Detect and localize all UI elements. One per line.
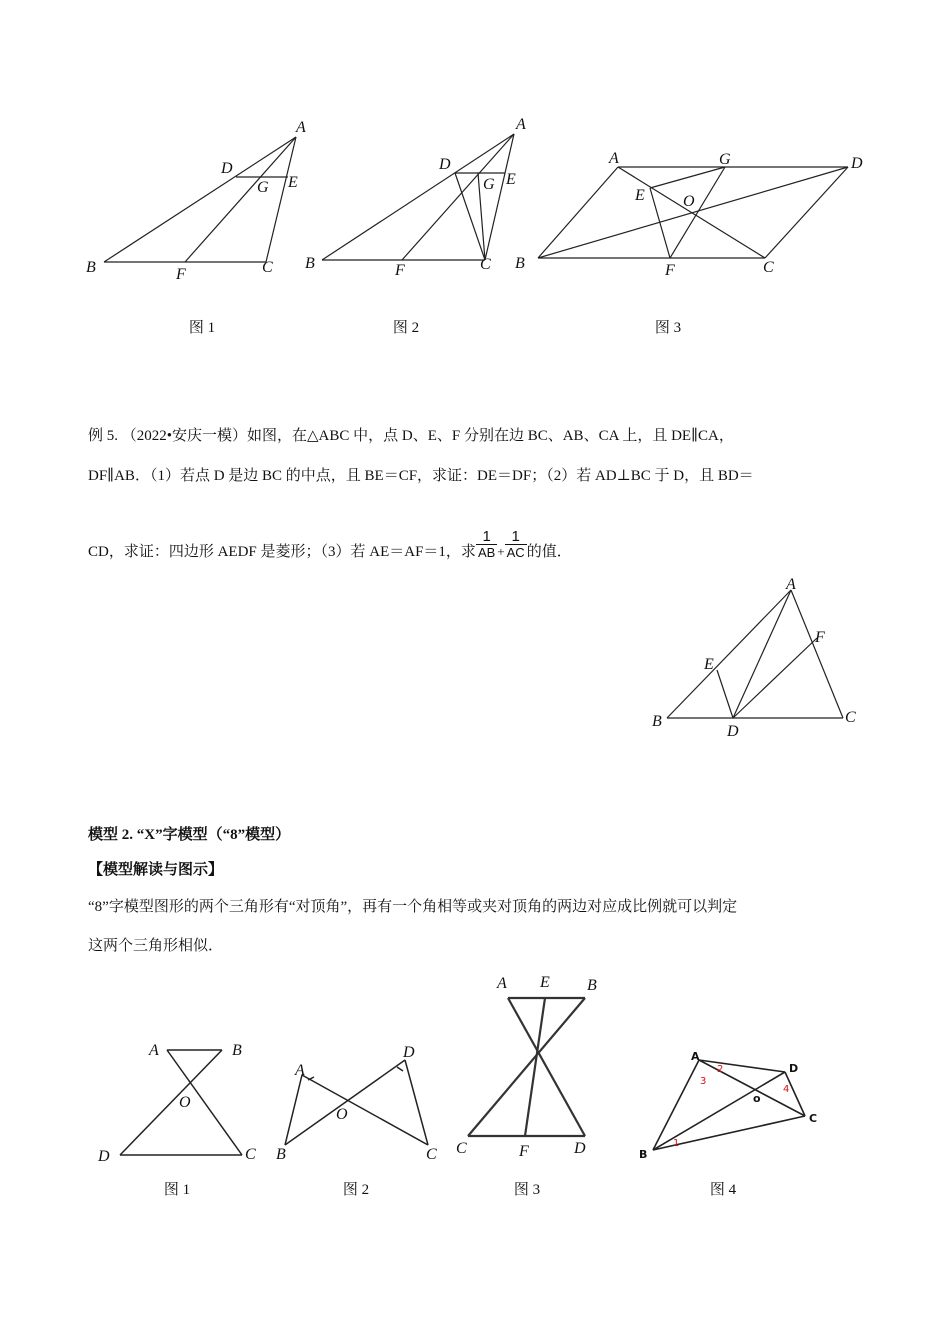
bottom-figure-1	[95, 1035, 270, 1170]
plus-sign: +	[497, 543, 505, 559]
top-figure-1	[80, 110, 320, 290]
b3-label-d: D	[574, 1140, 586, 1157]
b3-label-a: A	[497, 975, 507, 992]
fraction-1-denominator: AB	[477, 545, 496, 560]
bottom-caption-4: 图 4	[709, 1182, 737, 1198]
top-caption-2: 图 2	[392, 320, 420, 336]
b4-angle-mark-3: 3	[700, 1076, 707, 1087]
b3-label-e: E	[540, 974, 550, 991]
b3-label-c: C	[456, 1140, 467, 1157]
b4-angle-mark-2: 2	[717, 1064, 724, 1075]
b1-label-c: C	[245, 1146, 256, 1163]
fig2-label-c: C	[480, 256, 491, 273]
fig3-label-o: O	[683, 193, 695, 210]
fig1-label-e: E	[288, 174, 298, 191]
ex5-label-a: A	[786, 576, 796, 593]
example5-line1: 例 5. （2022•安庆一模）如图，在△ABC 中，点 D、E、F 分别在边 BC、AB、CA 上，且 DE∥CA，	[88, 428, 734, 444]
fig2-label-e: E	[506, 171, 516, 188]
model2-subtitle: 【模型解读与图示】	[88, 862, 224, 878]
fig3-label-d: D	[851, 155, 863, 172]
top-figure-3	[510, 140, 880, 290]
example5-line3	[88, 528, 868, 568]
fig3-label-g: G	[719, 151, 731, 168]
b4-label-b: B	[639, 1148, 648, 1161]
bottom-figure-3	[450, 968, 610, 1163]
b1-label-d: D	[98, 1148, 110, 1165]
b1-label-b: B	[232, 1042, 242, 1059]
bottom-caption-2: 图 2	[342, 1182, 370, 1198]
fig3-label-a: A	[609, 150, 619, 167]
fraction-1-numerator: 1	[476, 529, 497, 545]
fig3-label-f: F	[665, 262, 675, 279]
b4-angle-mark-1: 1	[673, 1138, 680, 1149]
b1-label-a: A	[149, 1042, 159, 1059]
example5-line3-pre: CD，求证：四边形 AEDF 是菱形；（3）若 AE＝AF＝1，求	[88, 543, 476, 560]
b2-label-a: A	[295, 1062, 305, 1079]
b2-label-c: C	[426, 1146, 437, 1163]
top-caption-3: 图 3	[654, 320, 682, 336]
b2-label-b: B	[276, 1146, 286, 1163]
bottom-caption-3: 图 3	[513, 1182, 541, 1198]
fig1-label-b: B	[86, 259, 96, 276]
b4-label-d: D	[789, 1062, 799, 1075]
ex5-label-d: D	[727, 723, 739, 740]
b1-label-o: O	[179, 1094, 191, 1111]
fig1-label-c: C	[262, 259, 273, 276]
fig2-label-f: F	[395, 262, 405, 279]
bottom-figure-2	[270, 1035, 450, 1170]
fig2-label-g: G	[483, 176, 495, 193]
fig1-label-d: D	[221, 160, 233, 177]
b4-label-c: C	[809, 1112, 818, 1125]
b2-label-o: O	[336, 1106, 348, 1123]
b3-label-b: B	[587, 977, 597, 994]
example5-formula	[476, 529, 527, 560]
fraction-2	[505, 529, 527, 560]
fraction-2-denominator: AC	[506, 545, 525, 560]
ex5-label-f: F	[815, 629, 825, 646]
b4-label-a: A	[691, 1050, 700, 1063]
ex5-label-b: B	[652, 713, 662, 730]
fig1-label-f: F	[176, 266, 186, 283]
ex5-label-c: C	[845, 709, 856, 726]
ex5-label-e: E	[704, 656, 714, 673]
fraction-2-numerator: 1	[505, 529, 527, 545]
model2-title: 模型 2. “X”字模型（“8”模型）	[88, 827, 291, 843]
fig3-label-c: C	[763, 259, 774, 276]
example5-figure	[645, 570, 875, 745]
b4-label-o: o	[753, 1092, 761, 1105]
fig2-label-b: B	[305, 255, 315, 272]
fig3-label-b: B	[515, 255, 525, 272]
top-figure-2	[300, 110, 540, 290]
fig1-label-g: G	[257, 179, 269, 196]
example5-line2: DF∥AB．（1）若点 D 是边 BC 的中点，且 BE＝CF，求证：DE＝DF；（2）若 AD⊥BC 于 D，且 BD＝	[88, 468, 754, 484]
fraction-1	[476, 529, 497, 560]
fig3-label-e: E	[635, 187, 645, 204]
fig2-label-a: A	[516, 116, 526, 133]
b4-angle-mark-4: 4	[783, 1084, 790, 1095]
b3-label-f: F	[519, 1143, 529, 1160]
bottom-figure-4	[635, 1040, 835, 1170]
fig2-label-d: D	[439, 156, 451, 173]
fig1-label-a: A	[296, 119, 306, 136]
example5-line3-post: 的值．	[526, 543, 572, 560]
model2-desc-line2: 这两个三角形相似．	[88, 938, 224, 954]
b2-label-d: D	[403, 1044, 415, 1061]
model2-desc-line1: “8”字模型图形的两个三角形有“对顶角”，再有一个角相等或夹对顶角的两边对应成比例就可以判定	[88, 899, 738, 915]
bottom-caption-1: 图 1	[163, 1182, 191, 1198]
top-caption-1: 图 1	[188, 320, 216, 336]
